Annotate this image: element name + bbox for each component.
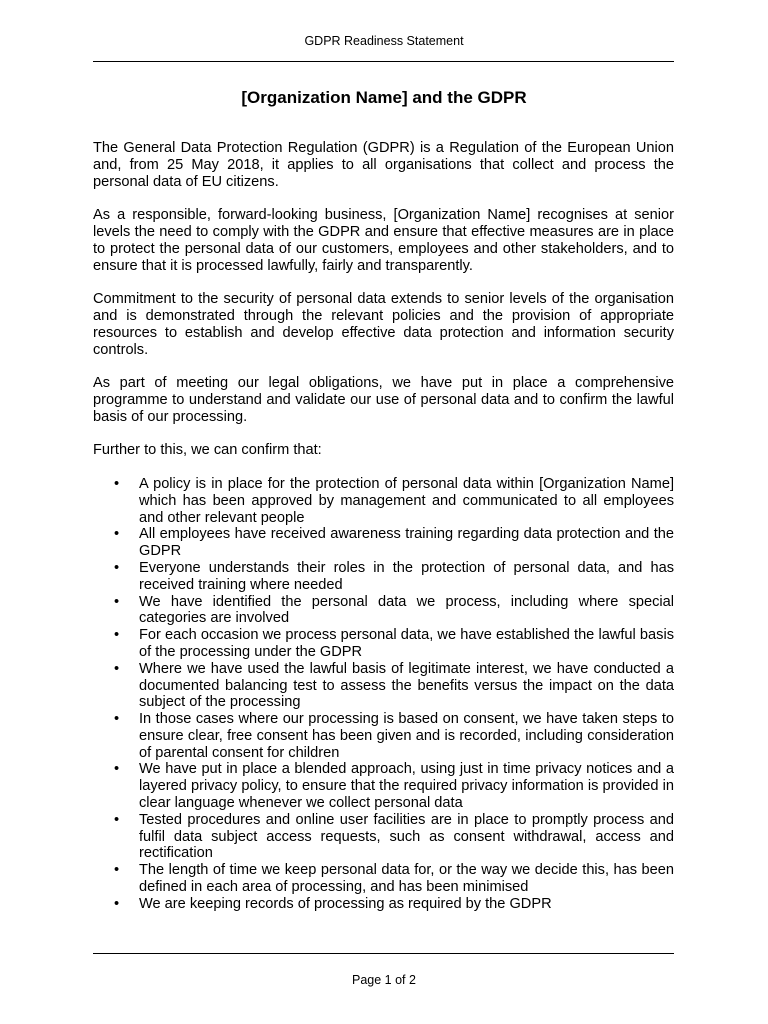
- list-item-text: Tested procedures and online user facilities are in place to promptly process and fulfil data subject access requests, such as consent withdrawal, access and rectification: [139, 811, 674, 862]
- bullet-icon: •: [114, 660, 120, 677]
- header-divider: [93, 61, 674, 62]
- paragraph-confirmation-lead: Further to this, we can confirm that:: [93, 442, 322, 459]
- paragraph-legal-obligations: As part of meeting our legal obligations, we have put in place a comprehensive programme to understand and validate our use of personal data and to confirm the lawful basis of our processing.: [93, 375, 674, 425]
- bullet-icon: •: [114, 475, 120, 492]
- list-item-text: Where we have used the lawful basis of legitimate interest, we have conducted a documented balancing test to assess the benefits versus the impact on the data subject of the processing: [139, 660, 674, 711]
- bullet-icon: •: [114, 627, 120, 644]
- document-body: [93, 140, 674, 913]
- list-item-text: A policy is in place for the protection of personal data within [Organization Name] which has been approved by management and communicated to all employees and other relevant people: [139, 475, 674, 526]
- page-number: Page 1 of 2: [352, 973, 416, 987]
- list-item: [93, 761, 674, 811]
- list-item: [93, 560, 674, 594]
- bullet-icon: •: [114, 761, 120, 778]
- paragraph-responsibility: As a responsible, forward-looking business, [Organization Name] recognises at senior levels the need to comply with the GDPR and ensure that effective measures are in place to protect the personal data of our customers, employees and other stakeholders, and to ensure that it is processed lawfully, fairly and transparently.: [93, 207, 674, 274]
- bullet-icon: •: [114, 862, 120, 879]
- list-item: [93, 476, 674, 526]
- list-item-text: We have identified the personal data we process, including where special categories are involved: [139, 593, 674, 627]
- list-item: [93, 526, 674, 560]
- running-header: GDPR Readiness Statement: [304, 34, 464, 48]
- list-item: [93, 711, 674, 761]
- list-item: [93, 594, 674, 628]
- bullet-icon: •: [114, 895, 120, 912]
- list-item: [93, 812, 674, 862]
- list-item: [93, 896, 674, 913]
- list-item: [93, 661, 674, 711]
- document-title: [Organization Name] and the GDPR: [241, 88, 527, 107]
- footer-divider: [93, 953, 674, 954]
- paragraph-intro: The General Data Protection Regulation (GDPR) is a Regulation of the European Union and, from 25 May 2018, it applies to all organisations that collect and process the personal data of EU citizens.: [93, 140, 674, 190]
- list-item-text: The length of time we keep personal data for, or the way we decide this, has been defined in each area of processing, and has been minimised: [139, 862, 674, 896]
- list-item: [93, 627, 674, 661]
- bullet-icon: •: [114, 811, 120, 828]
- list-item-text: We have put in place a blended approach, using just in time privacy notices and a layered privacy policy, to ensure that the required privacy information is provided in clear language whenever we collect personal data: [139, 761, 674, 812]
- bullet-icon: •: [114, 559, 120, 576]
- list-item-text: All employees have received awareness training regarding data protection and the GDPR: [139, 526, 674, 560]
- bullet-icon: •: [114, 526, 120, 543]
- list-item-text: We are keeping records of processing as required by the GDPR: [139, 895, 552, 912]
- bullet-icon: •: [114, 711, 120, 728]
- list-item-text: Everyone understands their roles in the protection of personal data, and has received training where needed: [139, 559, 674, 593]
- paragraph-commitment: Commitment to the security of personal data extends to senior levels of the organisation and is demonstrated through the relevant policies and the provision of appropriate resources to establish and develop effective data protection and information security controls.: [93, 291, 674, 358]
- list-item-text: For each occasion we process personal data, we have established the lawful basis of the processing under the GDPR: [139, 627, 674, 660]
- bullet-icon: •: [114, 593, 120, 610]
- list-item-text: In those cases where our processing is based on consent, we have taken steps to ensure clear, free consent has been given and is recorded, including consideration of parental consent for children: [139, 711, 674, 761]
- list-item: [93, 862, 674, 896]
- confirmation-list: [93, 476, 674, 913]
